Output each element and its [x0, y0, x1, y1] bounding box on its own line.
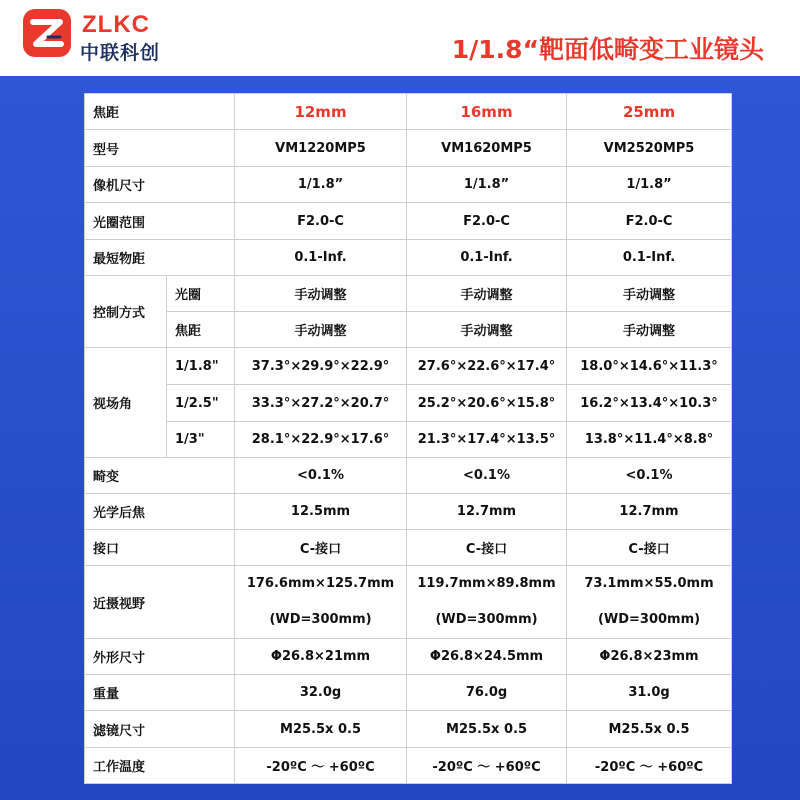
table-cell: 12.7mm: [407, 494, 567, 530]
table-cell: 1/1.8”: [235, 167, 407, 203]
page-title: 1/1.8“靶面低畸变工业镜头: [451, 35, 764, 64]
row-label: 光圈范围: [85, 203, 235, 240]
row-label: 像机尺寸: [85, 167, 235, 203]
focal-25mm: 25mm: [567, 94, 732, 130]
table-cell: VM1620MP5: [407, 130, 567, 167]
table-row-model: [85, 130, 732, 167]
table-cell: Φ26.8×24.5mm: [407, 639, 567, 675]
row-label: 视场角: [85, 348, 167, 458]
table-cell: 0.1-Inf.: [235, 240, 407, 276]
row-label: 最短物距: [85, 240, 235, 276]
table-cell: 21.3°×17.4°×13.5°: [407, 422, 567, 458]
table-cell: 手动调整: [407, 276, 567, 312]
table-row-fov-3: [85, 422, 732, 458]
table-row-close-fov: [85, 566, 732, 639]
table-cell: 27.6°×22.6°×17.4°: [407, 348, 567, 385]
row-sublabel: 1/3": [167, 422, 235, 458]
table-cell: VM1220MP5: [235, 130, 407, 167]
table-cell: 1/1.8”: [407, 167, 567, 203]
table-cell: M25.5x 0.5: [407, 711, 567, 748]
spec-table: [84, 93, 732, 784]
close-fov-wd: (WD=300mm): [597, 612, 701, 627]
table-cell: -20ºC ～ +60ºC: [235, 748, 407, 784]
row-label: 外形尺寸: [85, 639, 235, 675]
close-fov-value: 176.6mm×125.7mm: [246, 576, 395, 591]
row-sublabel: 1/2.5": [167, 385, 235, 422]
table-cell: 12.7mm: [567, 494, 732, 530]
header: [0, 0, 800, 76]
table-row-bfl: [85, 494, 732, 530]
table-row-focal-length: [85, 94, 732, 130]
table-cell: [407, 566, 567, 639]
table-cell: Φ26.8×23mm: [567, 639, 732, 675]
table-row-dimension: [85, 639, 732, 675]
table-row-control-focus: [85, 312, 732, 348]
close-fov-wd: (WD=300mm): [435, 612, 538, 627]
table-cell: [567, 566, 732, 639]
table-cell: 手动调整: [407, 312, 567, 348]
row-label: 滤镜尺寸: [85, 711, 235, 748]
table-cell: -20ºC ～ +60ºC: [407, 748, 567, 784]
table-cell: 13.8°×11.4°×8.8°: [567, 422, 732, 458]
table-row-sensor: [85, 167, 732, 203]
table-cell: 16.2°×13.4°×10.3°: [567, 385, 732, 422]
table-row-aperture: [85, 203, 732, 240]
table-cell: F2.0-C: [567, 203, 732, 240]
table-cell: [235, 566, 407, 639]
table-cell: 37.3°×29.9°×22.9°: [235, 348, 407, 385]
table-cell: 1/1.8”: [567, 167, 732, 203]
table-cell: F2.0-C: [235, 203, 407, 240]
table-row-control-iris: [85, 276, 732, 312]
row-label: 接口: [85, 530, 235, 566]
row-label: 光学后焦: [85, 494, 235, 530]
focal-12mm: 12mm: [235, 94, 407, 130]
brand-name-cn: 中联科创: [80, 42, 161, 64]
table-cell: -20ºC ～ +60ºC: [567, 748, 732, 784]
close-fov-value: 119.7mm×89.8mm: [417, 576, 556, 591]
table-row-mod: [85, 240, 732, 276]
row-sublabel: 1/1.8": [167, 348, 235, 385]
table-cell: 76.0g: [407, 675, 567, 711]
row-label: 畸变: [85, 458, 235, 494]
table-cell: VM2520MP5: [567, 130, 732, 167]
table-cell: 31.0g: [567, 675, 732, 711]
table-cell: M25.5x 0.5: [567, 711, 732, 748]
table-row-mount: [85, 530, 732, 566]
row-label: 工作温度: [85, 748, 235, 784]
row-label: 型号: [85, 130, 235, 167]
focal-16mm: 16mm: [407, 94, 567, 130]
table-cell: 32.0g: [235, 675, 407, 711]
table-cell: 0.1-Inf.: [567, 240, 732, 276]
table-cell: 手动调整: [235, 276, 407, 312]
table-row-filter: [85, 711, 732, 748]
row-sublabel: 光圈: [167, 276, 235, 312]
table-cell: C-接口: [567, 530, 732, 566]
row-label: 控制方式: [85, 276, 167, 348]
table-row-distortion: [85, 458, 732, 494]
table-cell: M25.5x 0.5: [235, 711, 407, 748]
table-cell: 25.2°×20.6°×15.8°: [407, 385, 567, 422]
table-cell: C-接口: [407, 530, 567, 566]
row-label: 近摄视野: [85, 566, 235, 639]
table-cell: 手动调整: [567, 276, 732, 312]
close-fov-wd: (WD=300mm): [269, 612, 372, 627]
row-sublabel: 焦距: [167, 312, 235, 348]
table-cell: C-接口: [235, 530, 407, 566]
table-cell: <0.1%: [235, 458, 407, 494]
table-row-temperature: [85, 748, 732, 784]
table-cell: 18.0°×14.6°×11.3°: [567, 348, 732, 385]
table-cell: F2.0-C: [407, 203, 567, 240]
table-cell: 33.3°×27.2°×20.7°: [235, 385, 407, 422]
table-row-fov-2: [85, 385, 732, 422]
zlkc-logo-icon: [22, 8, 72, 58]
table-cell: 12.5mm: [235, 494, 407, 530]
table-cell: 28.1°×22.9°×17.6°: [235, 422, 407, 458]
table-cell: <0.1%: [567, 458, 732, 494]
close-fov-value: 73.1mm×55.0mm: [584, 576, 714, 591]
row-label: 重量: [85, 675, 235, 711]
table-cell: 手动调整: [235, 312, 407, 348]
row-label: 焦距: [85, 94, 235, 130]
table-cell: 0.1-Inf.: [407, 240, 567, 276]
table-cell: <0.1%: [407, 458, 567, 494]
table-row-fov-1: [85, 348, 732, 385]
table-cell: 手动调整: [567, 312, 732, 348]
brand-name-en: ZLKC: [82, 11, 150, 38]
table-row-weight: [85, 675, 732, 711]
table-cell: Φ26.8×21mm: [235, 639, 407, 675]
